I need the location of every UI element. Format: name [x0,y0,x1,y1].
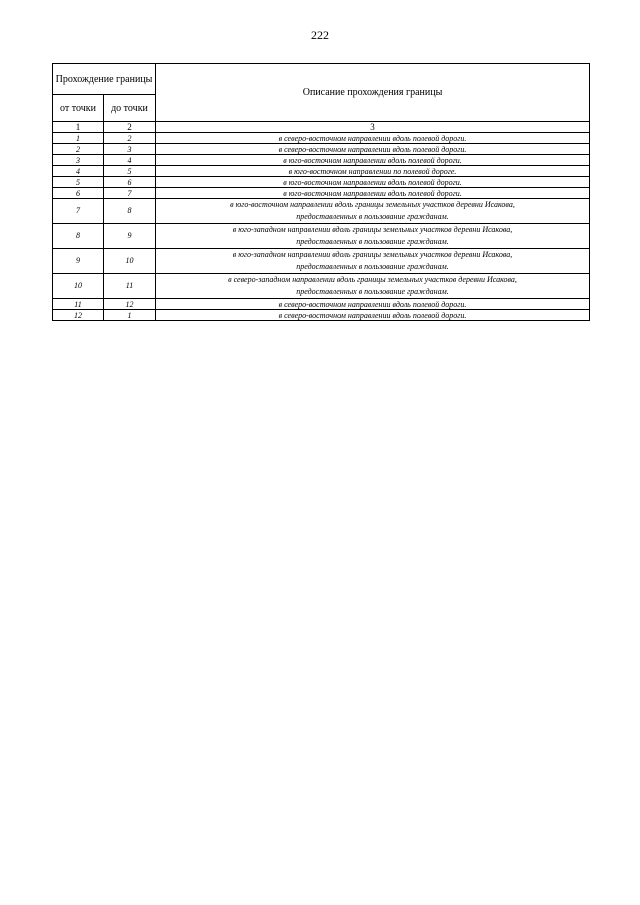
description-line: в северо-восточном направлении вдоль полевой дороги. [278,310,467,320]
description-line: в юго-восточном направлении вдоль полевой дороги. [283,188,462,198]
description-cell [156,310,590,321]
description-line: в юго-западном направлении вдоль границы земельных участков деревни Исакова, [232,225,513,234]
from-point-cell: 2 [53,144,104,155]
description-line: в северо-восточном направлении вдоль полевой дороги. [278,144,467,154]
to-point-cell: 7 [104,188,156,199]
page-number: 222 [311,28,329,42]
description-cell [156,299,590,310]
from-point-cell: 8 [53,224,104,249]
from-point-cell: 9 [53,249,104,274]
description-cell [156,224,590,249]
column-number: 3 [156,122,590,133]
description-cell [156,133,590,144]
boundary-table [52,63,590,321]
table-row [53,199,590,224]
description-cell [156,155,590,166]
from-point-cell: 12 [53,310,104,321]
table-row [53,144,590,155]
to-point-cell: 11 [104,274,156,299]
description-line: в северо-западном направлении вдоль границы земельных участков деревни Исакова, [228,275,517,284]
to-point-cell: 1 [104,310,156,321]
description-line: в юго-восточном направлении вдоль полевой дороги. [283,155,462,165]
from-point-cell: 5 [53,177,104,188]
header-to-point: до точки [104,95,156,122]
to-point-cell: 4 [104,155,156,166]
description-cell [156,188,590,199]
table-row [53,155,590,166]
description-cell [156,166,590,177]
to-point-cell: 9 [104,224,156,249]
from-point-cell: 10 [53,274,104,299]
table-row [53,310,590,321]
description-cell [156,249,590,274]
table-row [53,166,590,177]
to-point-cell: 2 [104,133,156,144]
to-point-cell: 3 [104,144,156,155]
table-row [53,133,590,144]
from-point-cell: 1 [53,133,104,144]
description-line: в юго-западном направлении вдоль границы земельных участков деревни Исакова, [232,250,513,259]
description-line: в юго-восточном направлении вдоль границы земельных участков деревни Исакова, [230,200,515,209]
header-from-point: от точки [53,95,104,122]
from-point-cell: 3 [53,155,104,166]
table-row [53,249,590,274]
description-line: предоставленных в пользование гражданам. [296,212,449,221]
column-number-row [53,122,590,133]
table-row [53,188,590,199]
header-description: Описание прохождения границы [156,64,590,122]
table-row [53,274,590,299]
description-line: в северо-восточном направлении вдоль полевой дороги. [278,299,467,309]
from-point-cell: 7 [53,199,104,224]
description-line: в северо-восточном направлении вдоль полевой дороги. [278,133,467,143]
header-boundary-passage: Прохождение границы [53,64,156,95]
from-point-cell: 6 [53,188,104,199]
description-cell [156,274,590,299]
to-point-cell: 10 [104,249,156,274]
table-row [53,224,590,249]
to-point-cell: 6 [104,177,156,188]
description-cell [156,144,590,155]
table-row [53,299,590,310]
column-number: 2 [104,122,156,133]
description-cell [156,199,590,224]
description-line: предоставленных в пользование гражданам. [296,287,449,296]
to-point-cell: 12 [104,299,156,310]
to-point-cell: 8 [104,199,156,224]
description-line: в юго-восточном направлении по полевой дороге. [288,166,457,176]
description-cell [156,177,590,188]
from-point-cell: 4 [53,166,104,177]
description-line: предоставленных в пользование гражданам. [296,237,449,246]
description-line: предоставленных в пользование гражданам. [296,262,449,271]
to-point-cell: 5 [104,166,156,177]
table-row [53,177,590,188]
description-line: в юго-восточном направлении вдоль полевой дороги. [283,177,462,187]
column-number: 1 [53,122,104,133]
from-point-cell: 11 [53,299,104,310]
